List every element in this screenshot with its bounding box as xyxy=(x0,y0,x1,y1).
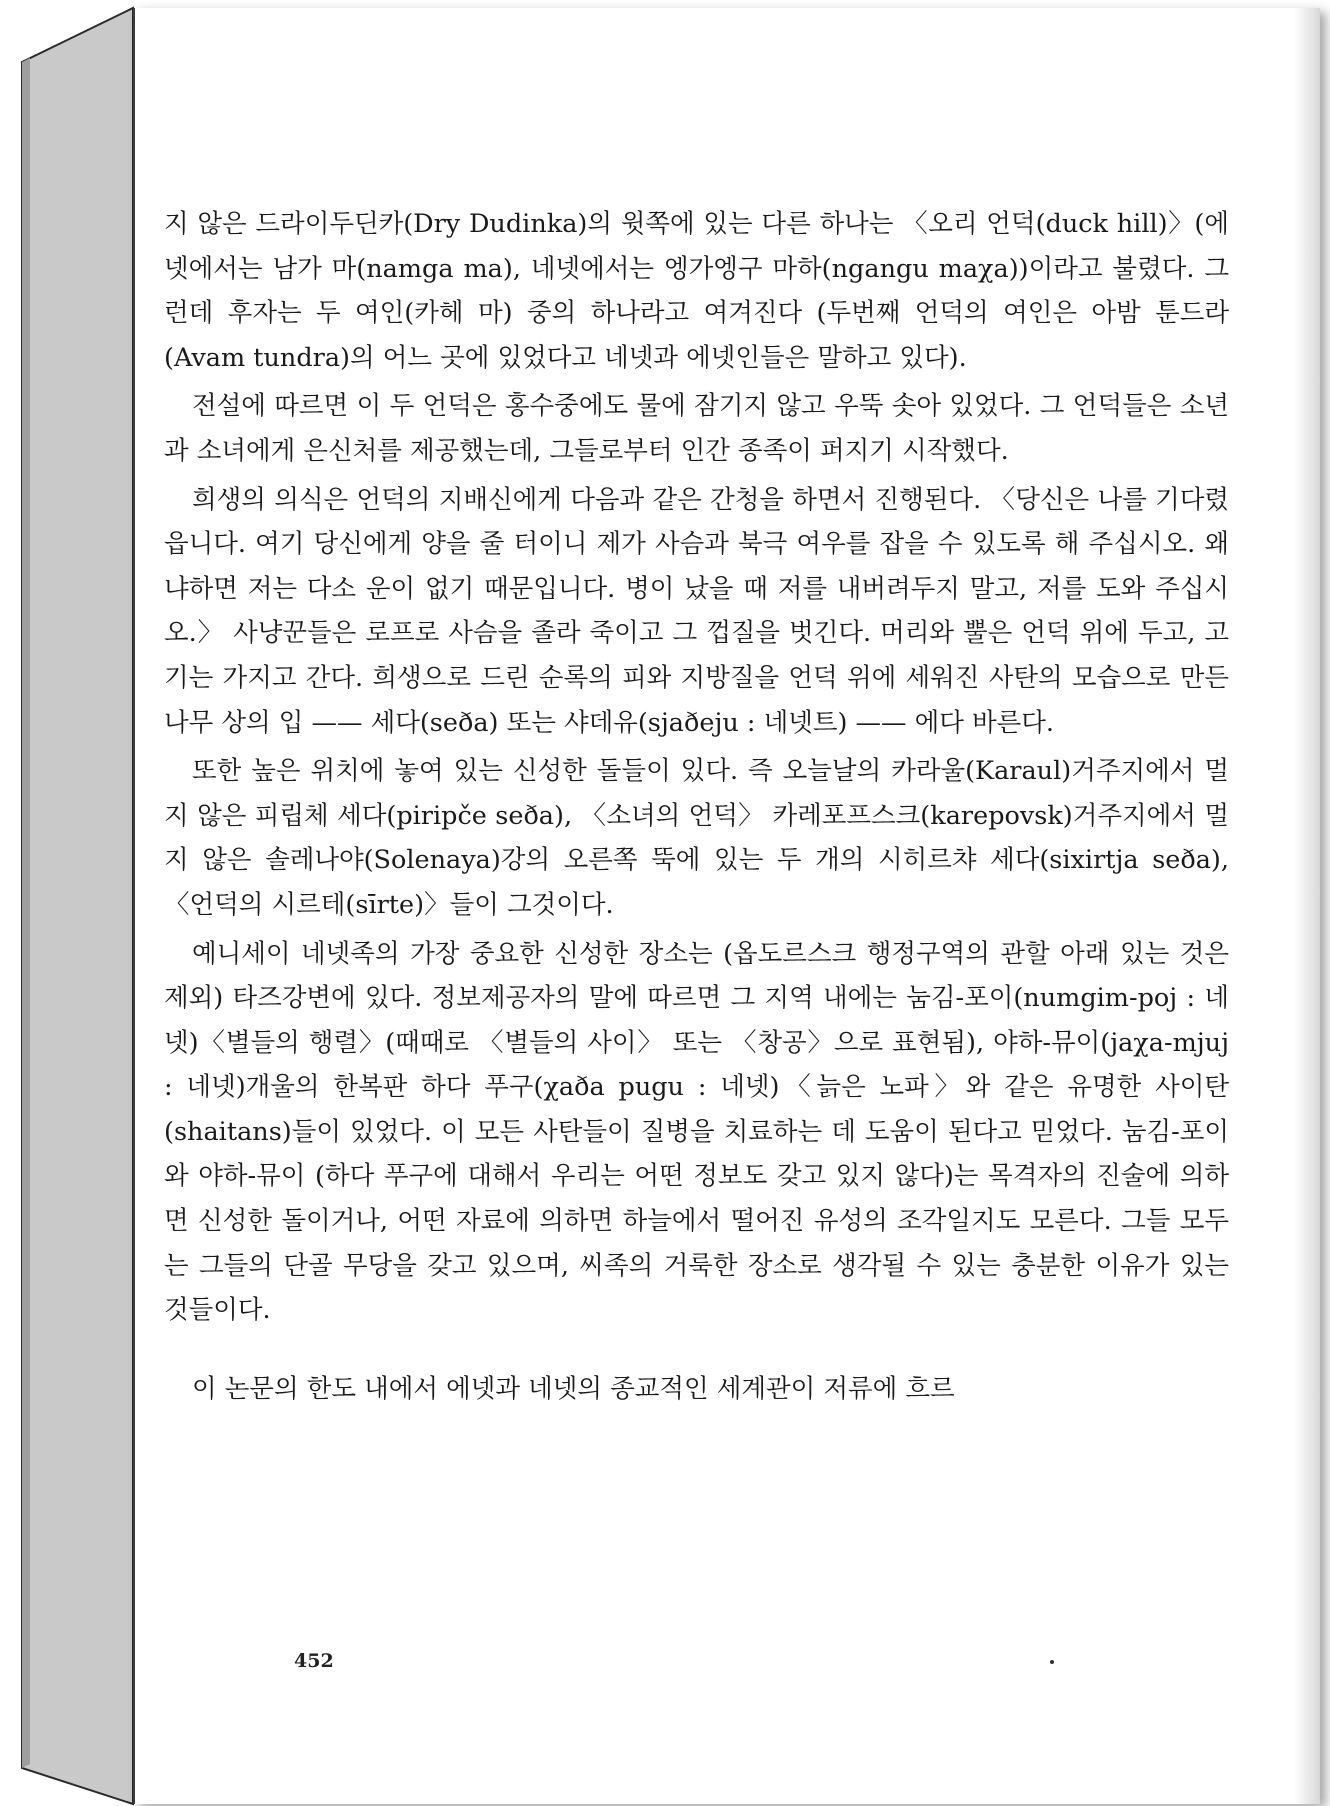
print-speck xyxy=(1050,1660,1054,1664)
page-number: 452 xyxy=(294,1650,334,1672)
paragraph-4: 또한 높은 위치에 놓여 있는 신성한 돌들이 있다. 즉 오늘날의 카라울(Karaul)거주지에서 멀지 않은 피립체 세다(piripče seða), 〈소녀의 언덕〉 카레포프스크(karepovsk)거주지에서 멀지 않은 솔레나야(Solenaya)강의 오른쪽 뚝에 있는 두 개의 시히르챠 세다(sixirtja seða), 〈언덕의 시르테(sīrte)〉들이 그것이다. xyxy=(164,756,1229,920)
paragraph-3: 희생의 의식은 언덕의 지배신에게 다음과 같은 간청을 하면서 진행된다. 〈당신은 나를 기다렸읍니다. 여기 당신에게 양을 줄 터이니 제가 사슴과 북극 여우를 잡을 수 있도록 해 주십시오. 왜냐하면 저는 다소 운이 없기 때문입니다. 병이 났을 때 저를 내버려두지 말고, 저를 도와 주십시오.〉 사냥꾼들은 로프로 사슴을 졸라 죽이고 그 껍질을 벗긴다. 머리와 뿔은 언덕 위에 두고, 고기는 가지고 간다. 희생으로 드린 순록의 피와 지방질을 언덕 위에 세워진 사탄의 모습으로 만든 나무 상의 입 —— 세다(seða) 또는 샤데유(sjaðeju : 네넷트) —— 에다 바른다. xyxy=(164,484,1229,738)
paragraph-1: 지 않은 드라이두딘카(Dry Dudinka)의 윗쪽에 있는 다른 하나는 〈오리 언덕(duck hill)〉(에넷에서는 남가 마(namga ma), 네넷에서는 엥가엥구 마하(ngangu maχa))이라고 불렸다. 그런데 후자는 두 여인(카헤 마) 중의 하나라고 여겨진다 (두번째 언덕의 여인은 아밤 툰드라(Avam tundra)의 어느 곳에 있었다고 네넷과 에넷인들은 말하고 있다). xyxy=(164,209,1229,373)
paragraph-2: 전설에 따르면 이 두 언덕은 홍수중에도 물에 잠기지 않고 우뚝 솟아 있었다. 그 언덕들은 소년과 소녀에게 은신처를 제공했는데, 그들로부터 인간 종족이 퍼지기 시작했다. xyxy=(164,391,1229,466)
page-edge-shadow xyxy=(1294,8,1320,1804)
paragraph-6: 이 논문의 한도 내에서 에넷과 네넷의 종교적인 세계관이 저류에 흐르 xyxy=(192,1373,955,1404)
body-text xyxy=(164,202,1229,1415)
paragraph-5: 예니세이 네넷족의 가장 중요한 신성한 장소는 (옵도르스크 행정구역의 관할 아래 있는 것은 제외) 타즈강변에 있다. 정보제공자의 말에 따르면 그 지역 내에는 눔김-포이(numgim-poj : 네넷)〈별들의 행렬〉(때때로 〈별들의 사이〉 또는 〈창공〉으로 표현됨), 야하-뮤이(jaχa-mjuj : 네넷)개울의 한복판 하다 푸구(χaða pugu : 네넷)〈늙은 노파〉와 같은 유명한 사이탄(shaitans)들이 있었다. 이 모든 사탄들이 질병을 치료하는 데 도움이 된다고 믿었다. 눔김-포이와 야하-뮤이 (하다 푸구에 대해서 우리는 어떤 정보도 갖고 있지 않다)는 목격자의 진술에 의하면 신성한 돌이거나, 어떤 자료에 의하면 하늘에서 떨어진 유성의 조각일지도 모른다. 그들 모두는 그들의 단골 무당을 갖고 있으며, 씨족의 거룩한 장소로 생각될 수 있는 충분한 이유가 있는 것들이다. xyxy=(164,938,1229,1326)
